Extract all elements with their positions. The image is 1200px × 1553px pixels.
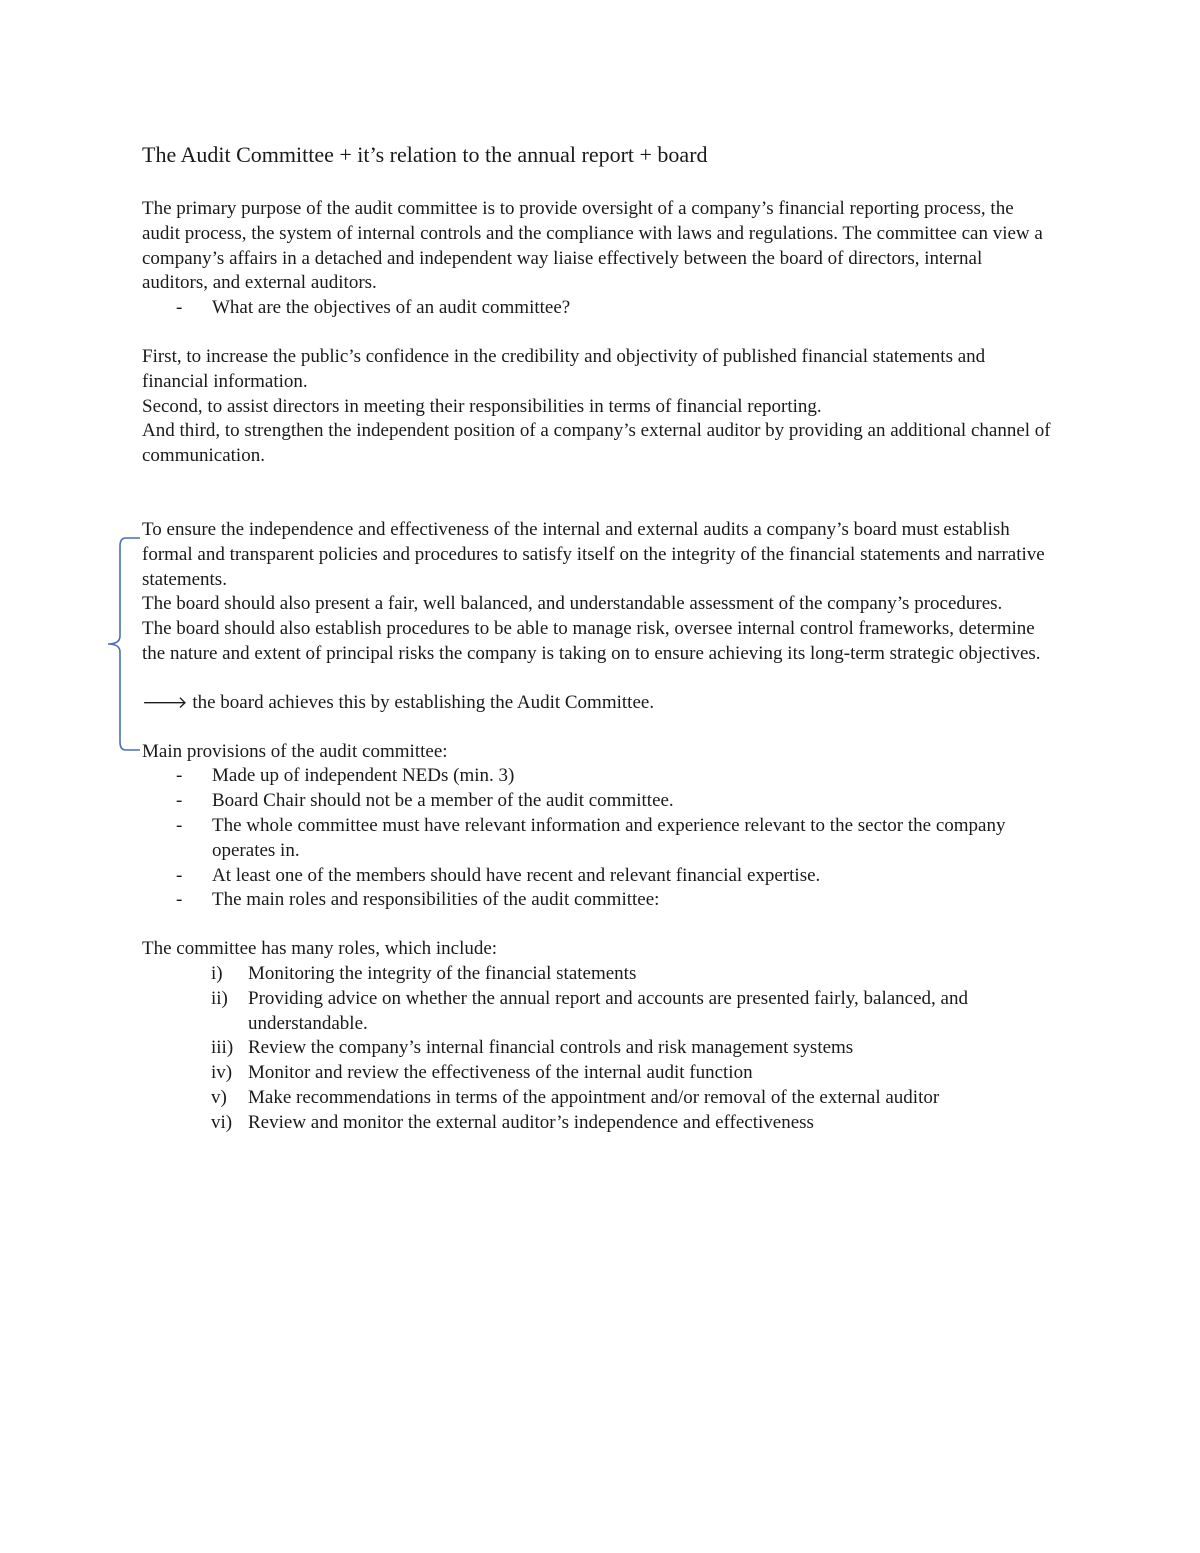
intro-paragraph: The primary purpose of the audit committee is to provide oversight of a company’s financial reporting process, the audit process, the system of internal controls and the compliance with laws and regulations. The committee can view a company’s affairs in a detached and independent way liaise effectively between the board of directors, internal auditors, and external auditors. xyxy=(142,198,1043,294)
roman-numeral: i) xyxy=(211,962,223,984)
role-text: Monitor and review the effectiveness of the internal audit function xyxy=(248,1062,753,1084)
role-text: Review and monitor the external auditor’s independence and effectiveness xyxy=(248,1111,814,1133)
arrow-right-icon: 🡒 xyxy=(142,692,188,713)
role-text: Review the company’s internal financial controls and risk management systems xyxy=(248,1037,854,1059)
list-item xyxy=(142,1086,1052,1111)
roman-numeral: iv) xyxy=(211,1062,233,1084)
dash-bullet: - xyxy=(176,864,183,886)
document-title: The Audit Committee + it’s relation to the annual report + board xyxy=(142,142,708,167)
provision-text: Board Chair should not be a member of the audit committee. xyxy=(212,790,674,812)
role-text: Providing advice on whether the annual report and accounts are presented fairly, balanced, and understandable. xyxy=(248,987,968,1034)
list-item xyxy=(142,1111,1052,1136)
role-text: Monitoring the integrity of the financial statements xyxy=(248,962,637,984)
board-paragraph-assessment: The board should also present a fair, well balanced, and understandable assessment of the company’s procedures. xyxy=(142,593,1003,615)
dash-bullet: - xyxy=(176,765,183,787)
roman-numeral: vi) xyxy=(211,1111,233,1133)
board-paragraph-risk: The board should also establish procedures to be able to manage risk, oversee internal control frameworks, determine the nature and extent of principal risks the company is taking on to ensure achieving its long-term strategic objectives. xyxy=(142,618,1041,664)
roman-numeral: ii) xyxy=(211,987,228,1009)
role-text: Make recommendations in terms of the appointment and/or removal of the external auditor xyxy=(248,1086,940,1108)
objective-third: And third, to strengthen the independent position of a company’s external auditor by providing an additional channel of communication. xyxy=(142,420,1051,467)
document-page xyxy=(142,140,1052,1136)
provisions-list xyxy=(142,764,1052,888)
list-item xyxy=(142,296,1052,321)
arrow-conclusion-text: the board achieves this by establishing the Audit Committee. xyxy=(192,691,655,713)
objectives-block xyxy=(142,345,1052,469)
roles-question-list xyxy=(142,888,1052,913)
roles-question: The main roles and responsibilities of the audit committee: xyxy=(212,889,660,911)
provisions-heading: Main provisions of the audit committee: xyxy=(142,740,448,762)
board-block xyxy=(142,518,1052,667)
roman-numeral: v) xyxy=(211,1086,227,1108)
roles-intro: The committee has many roles, which include: xyxy=(142,938,498,960)
list-item xyxy=(142,864,1052,889)
objective-first: First, to increase the public’s confidence in the credibility and objectivity of published financial statements and financial information. xyxy=(142,345,986,392)
list-item xyxy=(142,764,1052,789)
roman-numeral: iii) xyxy=(211,1037,234,1059)
left-brace-annotation xyxy=(104,536,144,752)
roles-list xyxy=(142,962,1052,1136)
list-item xyxy=(142,962,1052,987)
objective-second: Second, to assist directors in meeting their responsibilities in terms of financial reporting. xyxy=(142,395,822,417)
provision-text: At least one of the members should have recent and relevant financial expertise. xyxy=(212,864,821,886)
arrow-conclusion xyxy=(142,691,1052,716)
board-paragraph-independence: To ensure the independence and effectiveness of the internal and external audits a company’s board must establish formal and transparent policies and procedures to satisfy itself on the integrity of the financial statements and narrative statements. xyxy=(142,518,1045,590)
list-item xyxy=(142,789,1052,814)
objectives-question: What are the objectives of an audit committee? xyxy=(212,297,571,319)
dash-bullet: - xyxy=(176,297,183,319)
list-item xyxy=(142,1061,1052,1086)
list-item xyxy=(142,987,1052,1037)
objectives-question-list xyxy=(142,296,1052,321)
dash-bullet: - xyxy=(176,790,183,812)
list-item xyxy=(142,1036,1052,1061)
provision-text: The whole committee must have relevant information and experience relevant to the sector the company operates in. xyxy=(212,814,1006,861)
dash-bullet: - xyxy=(176,814,183,836)
list-item xyxy=(142,814,1052,864)
provision-text: Made up of independent NEDs (min. 3) xyxy=(212,765,515,787)
list-item xyxy=(142,888,1052,913)
dash-bullet: - xyxy=(176,889,183,911)
